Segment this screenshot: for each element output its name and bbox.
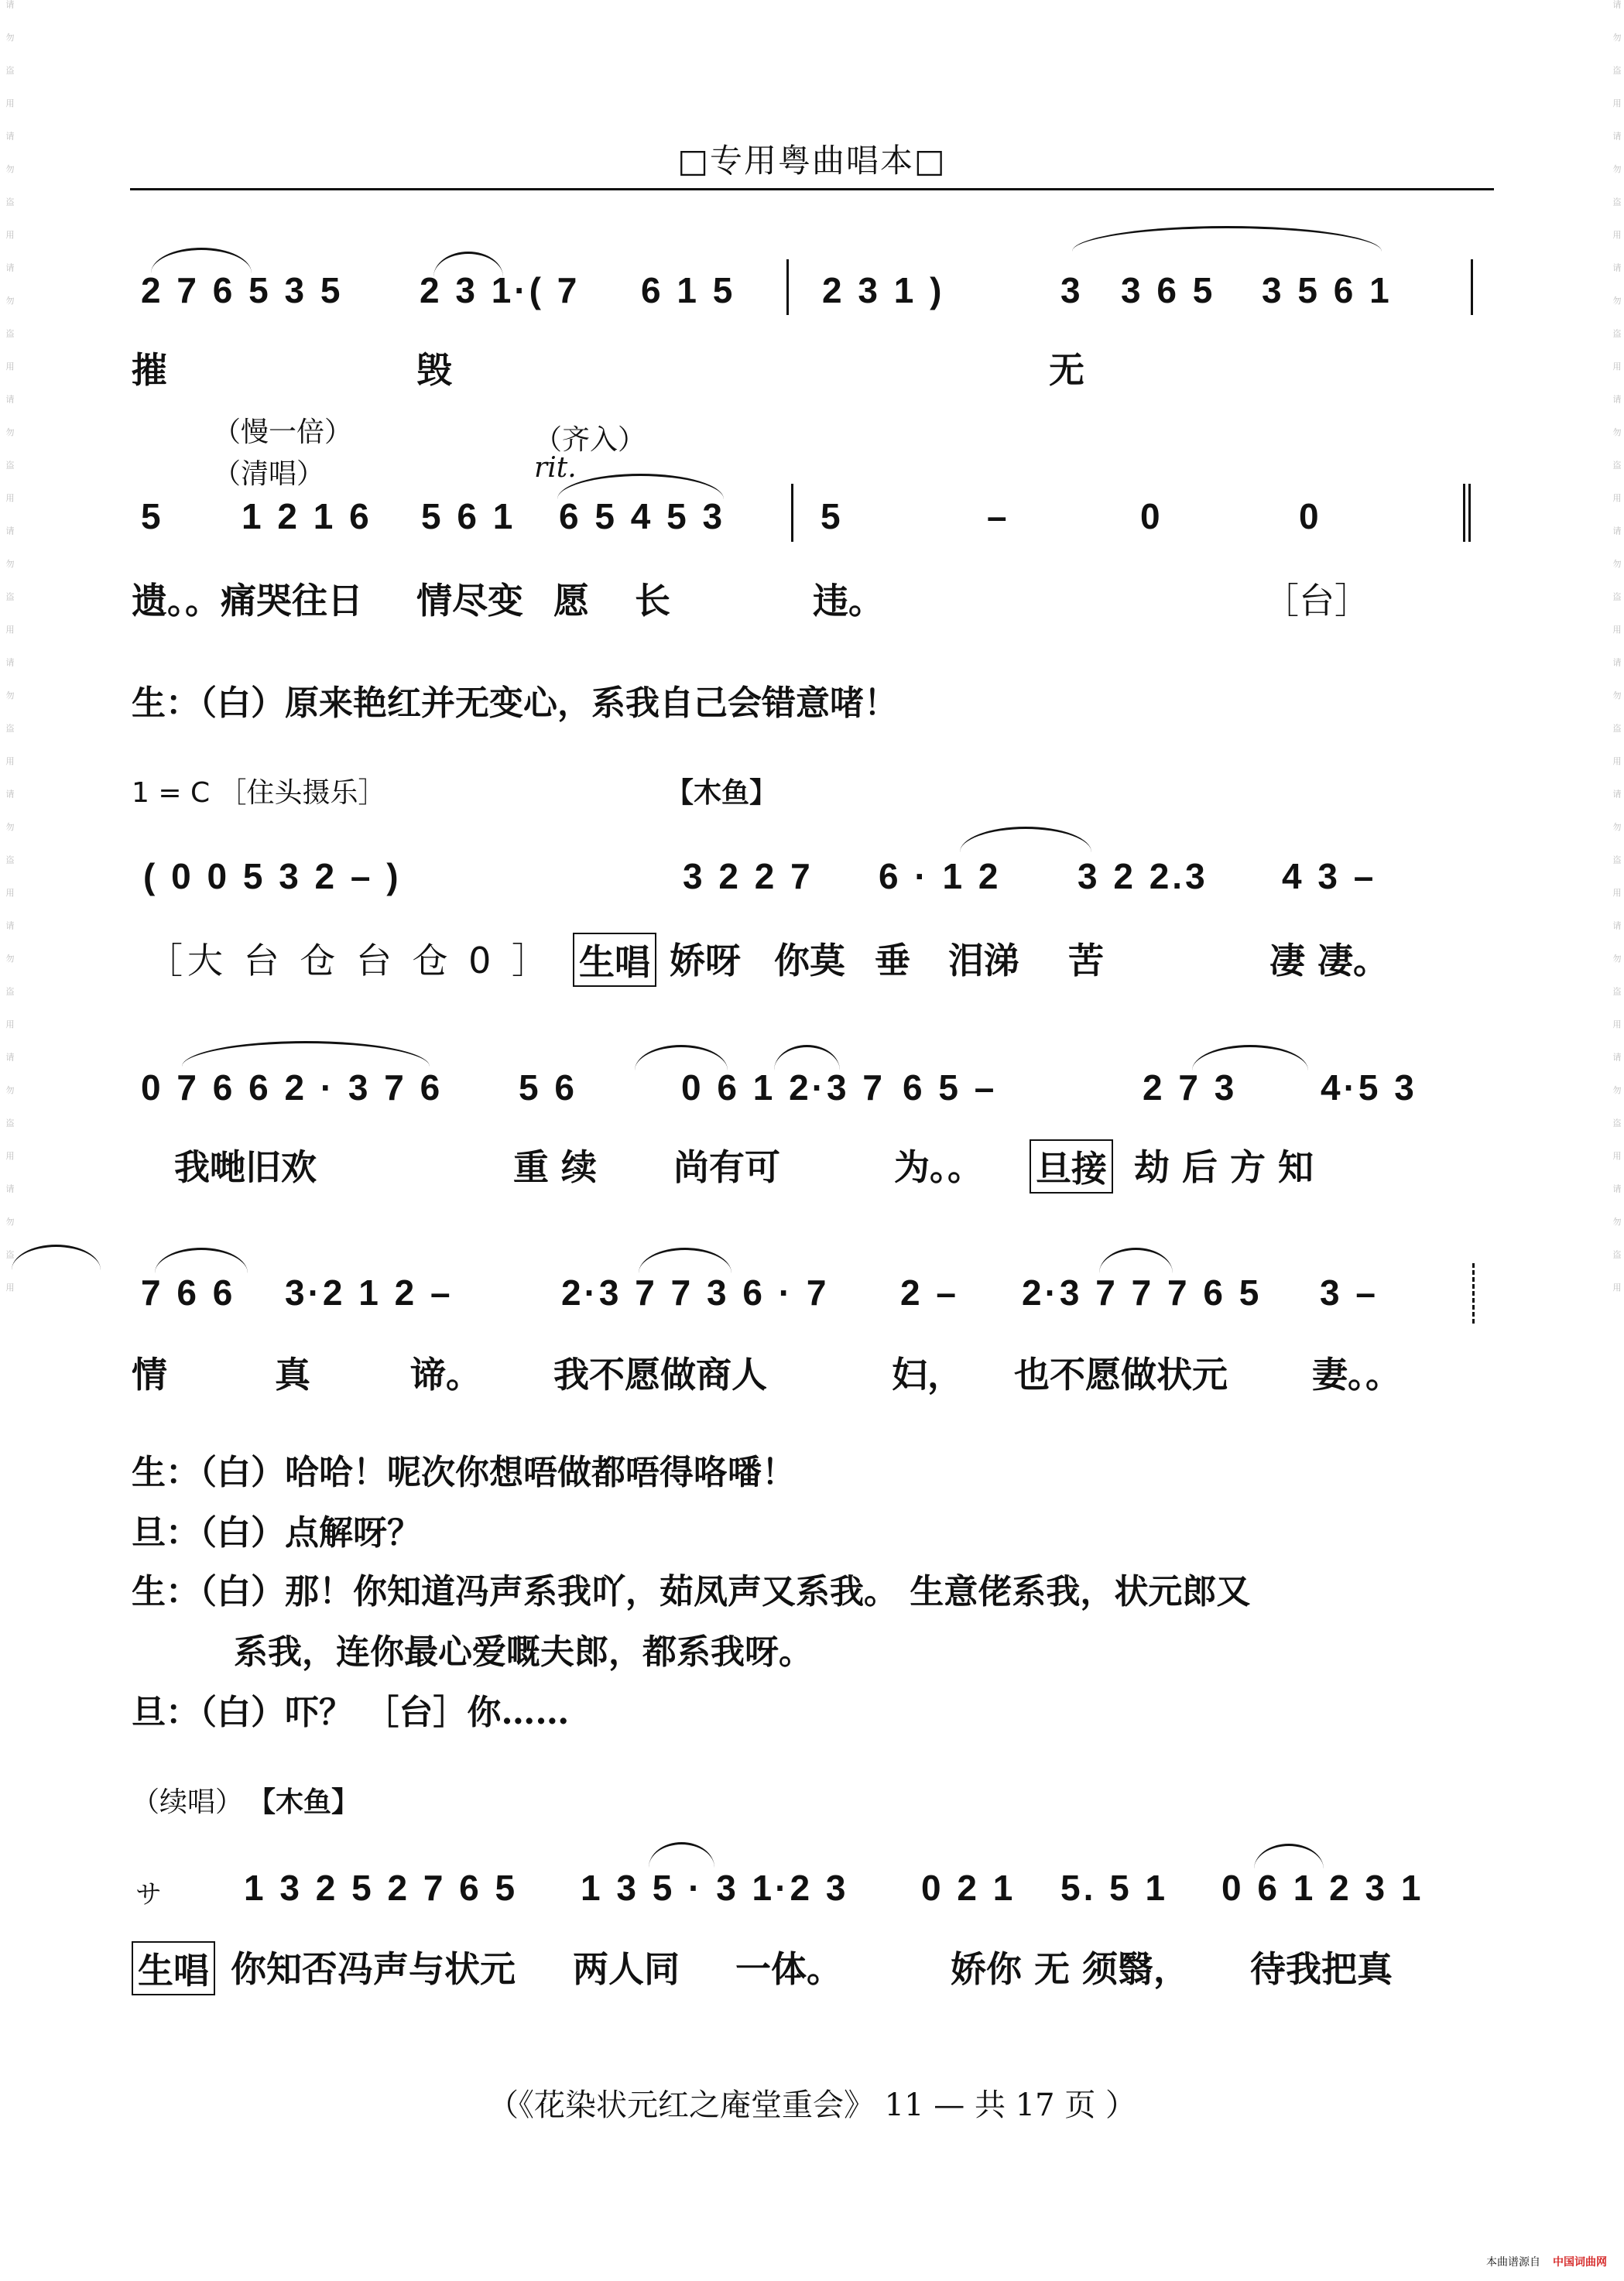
note-group: 5 6 (519, 1067, 577, 1108)
continue-label-line (132, 1780, 1508, 1819)
lyric: ［台］ (1263, 580, 1370, 622)
note-group: 3 2 2 7 (683, 856, 814, 896)
note-group: 6 1 5 (641, 270, 736, 310)
dialogue-line: 旦：（白）吓？ ［台］你…… (132, 1693, 570, 1732)
lyric: 毁 (416, 349, 452, 391)
note-group: 2·3 7 7 7 6 5 (1022, 1272, 1263, 1313)
dialogue-line: 生：（白）哈哈！呢次你想唔做都唔得咯噃！ (132, 1453, 796, 1492)
note-group: 5 (821, 496, 844, 536)
lyric: 愿 (553, 580, 589, 622)
note-group: 2 7 6 5 3 5 (141, 270, 344, 310)
lyric: 妇， (892, 1354, 963, 1396)
lyric: 情尽变 (416, 580, 523, 622)
source-credit (1486, 2254, 1607, 2269)
section-label: 【木鱼】 (666, 777, 778, 809)
note-group: 0 6 1 2·3 7 (681, 1067, 886, 1108)
lyric: 泪涕 (948, 940, 1019, 981)
role-box: 生唱 (132, 1941, 215, 1995)
note-group: 3 5 6 1 (1262, 270, 1393, 310)
lyric: 娇呀 (670, 940, 741, 981)
lyric: 谛。 (410, 1354, 481, 1396)
note-group: 1 3 5 · 3 1·2 3 (581, 1868, 849, 1908)
note-group: 0 2 1 (921, 1868, 1016, 1908)
lyric: 待我把真 (1250, 1948, 1393, 1990)
lyric: 垂 (875, 940, 910, 981)
note-group: 1 2 1 6 (242, 496, 372, 536)
lyric: 长 (635, 580, 670, 622)
notation-line-3 (132, 855, 1508, 909)
lyric-line-6 (132, 1941, 1508, 1995)
bar-line (786, 259, 789, 315)
note-group: 5. 5 1 (1060, 1868, 1169, 1908)
lyric: 一体。 (735, 1948, 842, 1990)
notation-line-4 (132, 1067, 1508, 1121)
annotation: （清唱） (213, 458, 325, 490)
slur-mark (182, 1041, 430, 1067)
notation-line-6 (132, 1867, 1508, 1921)
lyric-line-5 (132, 1347, 1508, 1401)
dialogue-line: 生：（白）那！你知道冯声系我吖，茹凤声又系我。 生意佬系我，状元郎又 (132, 1572, 1251, 1611)
note-group: 0 (1299, 496, 1322, 536)
note-group: 1 3 2 5 2 7 6 5 (244, 1868, 519, 1908)
slur-mark (1099, 1248, 1173, 1273)
note-group: 7 6 6 (141, 1272, 236, 1313)
note-group: 2 – (900, 1272, 959, 1313)
key-signature: 1 = C ［住头摄乐］ (132, 777, 386, 809)
lyric: 违。 (813, 580, 884, 622)
credit-site-link[interactable]: 中国词曲网 (1553, 2256, 1607, 2269)
lyric-line-2 (132, 573, 1508, 627)
note-group: 3 – (1320, 1272, 1379, 1313)
slur-mark (649, 1842, 714, 1868)
lyric: 你莫 (774, 940, 845, 981)
lyric: 为。。 (894, 1146, 983, 1188)
lyric: 妻。。 (1312, 1354, 1401, 1396)
slur-mark (155, 1248, 248, 1273)
page-header: □专用粤曲唱本□ (677, 142, 947, 180)
note-group: 4·5 3 (1321, 1067, 1417, 1108)
lyric: 尚有可 (673, 1146, 780, 1188)
note-group: – (987, 496, 1010, 536)
credit-source: 本曲谱源自 (1486, 2256, 1540, 2269)
role-box: 生唱 (573, 933, 656, 987)
dialogue-line: 生：（白）原来艳红并无变心，系我自己会错意啫！ (132, 683, 898, 723)
slur-mark (433, 252, 503, 277)
slur-mark (774, 1045, 840, 1070)
lyric: 劫 后 方 知 (1134, 1146, 1314, 1188)
section-label: 【木鱼】 (248, 1786, 360, 1818)
notation-line-1 (132, 269, 1508, 324)
lyric-line-1 (132, 342, 1508, 396)
note-group: 6 5 – (903, 1067, 998, 1108)
note-group: 3·2 1 2 – (285, 1272, 454, 1313)
free-tempo-mark: サ (135, 1880, 165, 1909)
side-watermark-left: 请 勿 盗 用 请 勿 盗 用 请 勿 盗 用 请 勿 盗 用 请 勿 盗 用 请 勿 盗 用 请 勿 盗 用 请 勿 盗 用 请 勿 盗 用 请 勿 盗 用 (5, 0, 15, 1303)
lyric: 也不愿做状元 (1014, 1354, 1228, 1396)
slur-mark (635, 1045, 728, 1070)
note-group: ( 0 0 5 3 2 – ) (143, 856, 402, 896)
lyric: 苦 (1068, 940, 1104, 981)
dialogue-line: 系我，连你最心爱嘅夫郎，都系我呀。 (132, 1632, 813, 1672)
lyric: 情 (132, 1354, 167, 1396)
slur-mark (12, 1245, 101, 1270)
lyric: 你知否冯声与状元 (231, 1948, 516, 1990)
note-group: 0 6 1 2 3 1 (1221, 1868, 1424, 1908)
slur-mark (1072, 226, 1382, 252)
lyric: 重 续 (513, 1146, 598, 1188)
slur-mark (639, 1248, 731, 1273)
note-group: 4 3 – (1282, 856, 1377, 896)
lyric: 遗。。痛哭往日 (132, 580, 363, 622)
dialogue-line: 旦：（白）点解呀？ (132, 1513, 421, 1553)
notation-line-2 (132, 495, 1508, 550)
lyric: 我哋旧欢 (174, 1146, 317, 1188)
percussion-pattern: ［大 台 仓 台 仓 0 ］ (147, 940, 552, 981)
lyric: 两人同 (573, 1948, 680, 1990)
double-bar-line (1463, 484, 1471, 542)
lyric-line-4 (132, 1139, 1508, 1194)
lyric: 凄 凄。 (1269, 940, 1389, 981)
note-group: 2·3 7 7 3 6 · 7 (561, 1272, 830, 1313)
note-group: 5 (141, 496, 164, 536)
note-group: 0 7 6 6 2 · 3 7 6 (141, 1067, 444, 1108)
annotation: （慢一倍） (213, 416, 353, 448)
note-group: 2 3 1 ) (822, 270, 945, 310)
bar-line (791, 484, 793, 542)
header-rule (130, 188, 1494, 190)
note-group: 5 6 1 (421, 496, 516, 536)
note-group: 3 2 2.3 (1078, 856, 1208, 896)
side-watermark-right: 请 勿 盗 用 请 勿 盗 用 请 勿 盗 用 请 勿 盗 用 请 勿 盗 用 请 勿 盗 用 请 勿 盗 用 请 勿 盗 用 请 勿 盗 用 请 勿 盗 用 (1612, 0, 1622, 1303)
note-group: 2 3 1·( 7 (420, 270, 581, 310)
annotation-line (132, 410, 1508, 456)
role-box: 旦接 (1030, 1139, 1113, 1194)
page-footer: （《花染状元红之庵堂重会》 11 — 共 17 页 ） (487, 2087, 1137, 2123)
dashed-bar-line (1472, 1263, 1475, 1324)
notation-line-5 (132, 1272, 1508, 1326)
note-group: 3 (1060, 270, 1084, 310)
lyric: 摧 (132, 349, 167, 391)
slur-mark (151, 248, 252, 273)
note-group: 2 7 3 (1143, 1067, 1238, 1108)
note-group: 3 6 5 (1121, 270, 1216, 310)
bar-line (1471, 259, 1473, 315)
slur-mark (960, 827, 1091, 852)
lyric: 无 (1049, 349, 1084, 391)
lyric: 娇你 无 须翳， (951, 1948, 1190, 1990)
note-group: 6 · 1 2 (879, 856, 1002, 896)
lyric-line-3 (132, 933, 1508, 987)
lyric: 我不愿做商人 (553, 1354, 767, 1396)
annotation: （齐入） (534, 424, 646, 456)
note-group: 6 5 4 5 3 (559, 496, 726, 536)
key-signature-line (132, 771, 1508, 810)
annotation-line (132, 452, 1508, 491)
tempo-mark: rit. (534, 452, 577, 484)
annotation: （续唱） (132, 1786, 244, 1818)
note-group: 0 (1140, 496, 1163, 536)
slur-mark (1192, 1045, 1308, 1070)
lyric: 真 (275, 1354, 310, 1396)
slur-mark (1254, 1844, 1324, 1869)
